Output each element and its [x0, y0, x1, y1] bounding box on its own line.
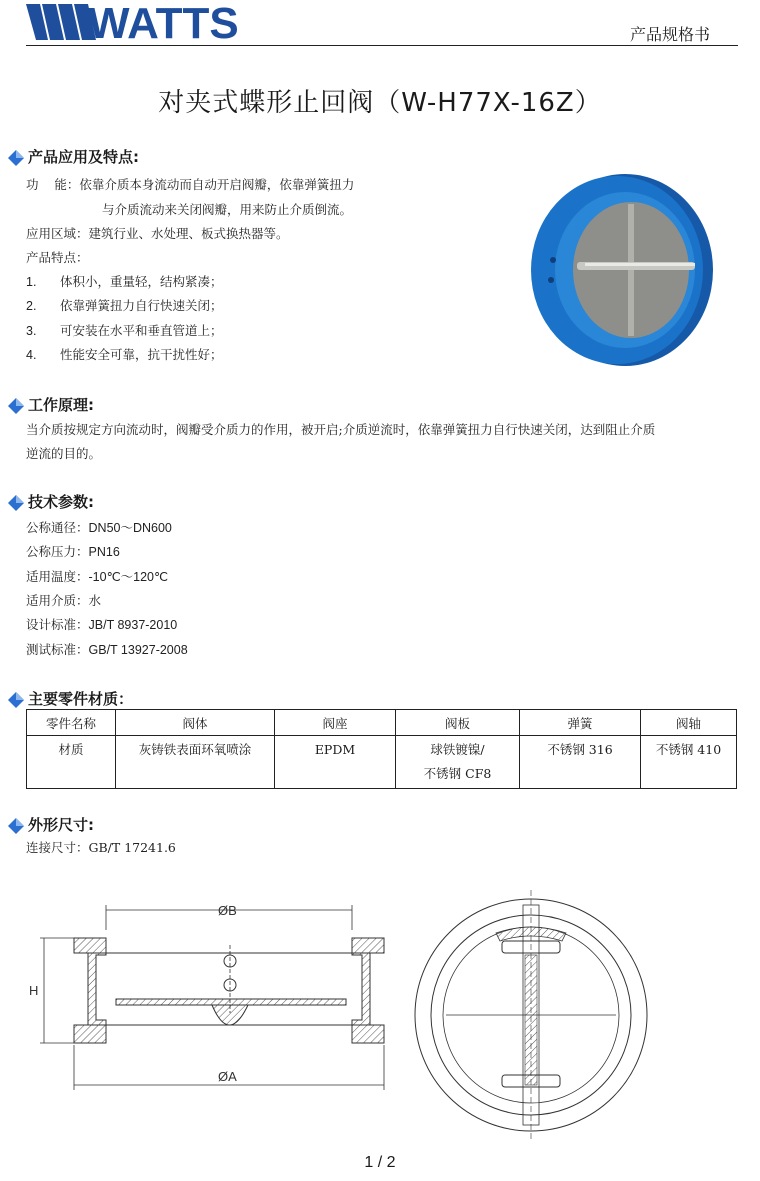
param-label: 公称压力：: [26, 544, 89, 559]
table-header: 阀体: [116, 710, 275, 736]
table-header: 阀座: [275, 710, 396, 736]
param-value: DN50～DN600: [88, 521, 172, 535]
diamond-bullet-icon: [8, 818, 22, 832]
function-line-1: [26, 175, 354, 193]
features-label: 产品特点：: [26, 250, 89, 265]
table-cell: 灰铸铁表面环氧喷涂: [116, 736, 275, 789]
feature-text: 可安装在水平和垂直管道上；: [60, 323, 223, 338]
section-features-heading: [8, 146, 139, 167]
param-value: GB/T 13927-2008: [88, 643, 188, 657]
diamond-bullet-icon: [8, 398, 22, 412]
valve-photo: [525, 170, 715, 370]
section-title: 主要零件材质：: [28, 690, 134, 708]
table-cell: 材质: [27, 736, 116, 789]
page-title: 对夹式蝶形止回阀（W-H77X-16Z）: [158, 88, 602, 118]
disc-line-2: 不锈钢 CF8: [423, 766, 492, 781]
table-header: 阀轴: [641, 710, 737, 736]
diamond-bullet-icon: [8, 692, 22, 706]
param-label: 适用介质：: [26, 593, 89, 608]
application-text: 应用区域：建筑行业、水处理、板式换热器等。: [26, 226, 289, 241]
diamond-bullet-icon: [8, 495, 22, 509]
section-title: 产品应用及特点:: [28, 148, 139, 166]
feature-num: 3.: [26, 324, 37, 338]
param-label: 适用温度：: [26, 569, 89, 584]
label-h: H: [29, 983, 39, 998]
feature-text: 依靠弹簧扭力自行快速关闭；: [60, 298, 223, 313]
table-cell: EPDM: [275, 736, 396, 789]
label-b: ØB: [218, 903, 237, 918]
section-title: 工作原理:: [28, 396, 94, 414]
feature-item: [26, 296, 223, 314]
param-row: [26, 518, 172, 536]
section-title: 技术参数:: [28, 493, 94, 511]
diamond-bullet-icon: [8, 150, 22, 164]
section-title: 外形尺寸:: [28, 816, 94, 834]
function-label: 功 能：: [26, 177, 80, 192]
feature-text: 体积小，重量轻，结构紧凑；: [60, 274, 223, 289]
principle-text-1: 当介质按规定方向流动时，阀瓣受介质力的作用，被开启;介质逆流时，依靠弹簧扭力自行快速关闭，达到阻止介质: [26, 422, 656, 437]
feature-item: [26, 272, 223, 290]
section-dimensions-heading: [8, 814, 94, 835]
principle-text-2: 逆流的目的。: [26, 446, 102, 461]
feature-item: [26, 321, 223, 339]
logo-text: WATTS: [88, 2, 239, 42]
feature-num: 1.: [26, 275, 37, 289]
table-header: 零件名称: [27, 710, 116, 736]
section-principle-heading: [8, 394, 94, 415]
feature-num: 2.: [26, 299, 37, 313]
table-cell: 不锈钢 316: [520, 736, 641, 789]
param-value: -10℃～120℃: [88, 570, 169, 584]
doc-type: 产品规格书: [630, 25, 711, 44]
param-label: 公称通径：: [26, 520, 89, 535]
param-value: PN16: [88, 545, 120, 559]
feature-item: [26, 345, 223, 363]
table-header-row: [27, 710, 737, 736]
table-cell: 不锈钢 410: [641, 736, 737, 789]
table-header: 阀板: [396, 710, 520, 736]
param-row: [26, 615, 177, 633]
param-value: JB/T 8937-2010: [88, 618, 178, 632]
watts-logo: [26, 2, 254, 42]
feature-num: 4.: [26, 348, 37, 362]
table-cell: [396, 736, 520, 789]
feature-text: 性能安全可靠，抗干扰性好；: [60, 347, 223, 362]
param-row: [26, 591, 101, 609]
param-label: 设计标准：: [26, 617, 89, 632]
page-number: 1 / 2: [364, 1154, 396, 1171]
section-materials-heading: [8, 688, 133, 709]
table-header: 弹簧: [520, 710, 641, 736]
connection-text: 连接尺寸：GB/T 17241.6: [26, 840, 176, 855]
header-rule: [26, 45, 738, 46]
function-text-2: 与介质流动来关闭阀瓣，用来防止介质倒流。: [102, 202, 353, 217]
param-row: [26, 567, 168, 585]
param-label: 测试标准：: [26, 642, 89, 657]
param-row: [26, 640, 188, 658]
table-row: [27, 736, 737, 789]
section-tech-heading: [8, 491, 94, 512]
param-row: [26, 542, 120, 560]
param-value: 水: [88, 593, 102, 608]
dimension-drawing: [26, 885, 666, 1145]
materials-table: [26, 709, 737, 789]
disc-line-1: 球铁镀镍/: [430, 742, 485, 757]
label-a: ØA: [218, 1069, 237, 1084]
function-text-1: 依靠介质本身流动而自动开启阀瓣，依靠弹簧扭力: [79, 177, 355, 192]
